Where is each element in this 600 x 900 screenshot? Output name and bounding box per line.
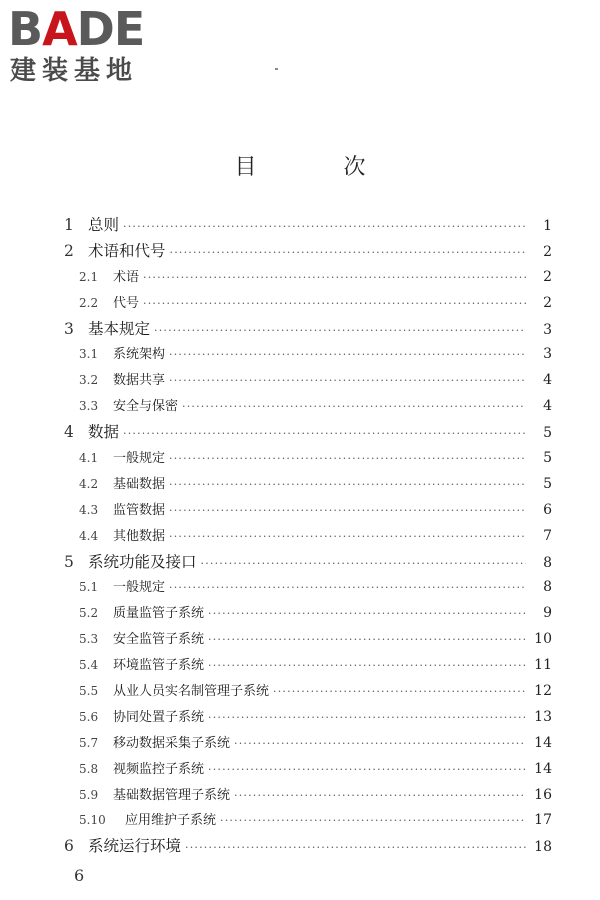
toc-entry-number: 1 (64, 216, 74, 234)
toc-dot-leader (143, 291, 526, 317)
toc-dot-leader (169, 498, 526, 524)
toc-entry-page: 3 (543, 321, 552, 338)
toc-dot-leader (208, 627, 526, 653)
toc-entry-number: 2 (64, 241, 74, 260)
toc-entry-number: 5.7 (79, 735, 99, 750)
toc-entry-label: 从业人员实名制管理子系统 (113, 684, 270, 700)
toc-entry[interactable] (60, 342, 552, 368)
toc-entry-label: 系统功能及接口 (88, 552, 197, 571)
toc-entry-number: 3 (64, 319, 74, 338)
toc-entry-label: 其他数据 (113, 528, 166, 544)
toc-dot-leader (169, 472, 526, 498)
toc-entry[interactable] (60, 757, 552, 783)
bade-logo (8, 2, 178, 88)
toc-entry-label: 数据 (88, 423, 120, 442)
toc-entry-page: 10 (534, 631, 552, 648)
toc-entry-label: 一般规定 (113, 451, 166, 467)
toc-entry-page: 5 (543, 425, 552, 442)
toc-entry-number: 5.10 (79, 813, 106, 828)
toc-dot-leader (220, 808, 526, 834)
toc-dot-leader (208, 601, 526, 627)
toc-entry-number: 5.1 (79, 580, 99, 595)
toc-entry-label: 视频监控子系统 (113, 761, 205, 777)
toc-entry-number: 5.4 (79, 658, 99, 673)
toc-entry-label: 安全与保密 (113, 399, 179, 415)
toc-entry[interactable] (60, 472, 552, 498)
toc-entry[interactable] (60, 291, 552, 317)
logo-accent-letter: A (42, 2, 77, 56)
toc-entry[interactable] (60, 601, 552, 627)
toc-dot-leader (234, 783, 526, 809)
toc-entry-label: 一般规定 (113, 580, 166, 596)
toc-entry-label: 环境监管子系统 (113, 658, 205, 674)
toc-entry-page: 8 (543, 579, 552, 596)
toc-dot-leader (208, 653, 526, 679)
toc-dot-leader (234, 731, 526, 757)
toc-entry-label: 基础数据 (113, 476, 166, 492)
toc-entry-number: 3.2 (79, 373, 99, 388)
toc-entry-label: 代号 (113, 295, 140, 311)
toc-dot-leader (170, 240, 526, 265)
toc-entry-label: 应用维护子系统 (125, 813, 217, 829)
toc-entry-page: 2 (543, 294, 552, 311)
toc-entry-page: 3 (543, 346, 552, 363)
toc-entry-page: 4 (543, 372, 552, 389)
toc-dot-leader (169, 524, 526, 550)
toc-title: 目 次 (234, 155, 406, 180)
toc-entry[interactable] (60, 731, 552, 757)
toc-entry-page: 14 (534, 760, 552, 777)
toc-entry[interactable] (60, 627, 552, 653)
toc-entry[interactable] (60, 653, 552, 679)
toc-entry-page: 17 (534, 812, 552, 829)
toc-entry[interactable] (60, 524, 552, 550)
toc-dot-leader (123, 214, 526, 239)
toc-entry-number: 3.3 (79, 399, 99, 414)
toc-entry-page: 7 (543, 527, 552, 544)
toc-entry-label: 系统架构 (113, 347, 166, 363)
toc-dot-leader (169, 342, 526, 368)
toc-entry-page: 13 (534, 708, 552, 725)
toc-dot-leader (154, 318, 526, 343)
toc-entry[interactable] (60, 550, 552, 576)
logo-wordmark: BADE (8, 2, 145, 56)
toc-dot-leader (208, 705, 526, 731)
toc-entry-page: 16 (534, 786, 552, 803)
toc-entry-page: 14 (534, 734, 552, 751)
toc-dot-leader (169, 368, 526, 394)
toc-entry-number: 5.6 (79, 709, 99, 724)
toc-entry-label: 系统运行环境 (88, 837, 182, 856)
table-of-contents (60, 213, 552, 860)
toc-entry-label: 基础数据管理子系统 (113, 787, 231, 803)
toc-entry[interactable] (60, 679, 552, 705)
toc-entry[interactable] (60, 213, 552, 239)
toc-entry-number: 5.8 (79, 761, 99, 776)
toc-entry-number: 5.9 (79, 787, 99, 802)
toc-dot-leader (169, 575, 526, 601)
toc-entry-page: 5 (543, 475, 552, 492)
toc-dot-leader (182, 394, 526, 420)
toc-entry[interactable] (60, 705, 552, 731)
toc-dot-leader (208, 757, 526, 783)
toc-entry-label: 基本规定 (88, 319, 151, 338)
toc-entry-number: 5.2 (79, 606, 99, 621)
toc-entry-page: 2 (543, 243, 552, 260)
toc-entry[interactable] (60, 498, 552, 524)
toc-dot-leader (169, 446, 526, 472)
toc-entry-page: 1 (543, 218, 552, 234)
toc-entry[interactable] (60, 446, 552, 472)
toc-entry[interactable] (60, 575, 552, 601)
toc-entry-number: 2.2 (79, 295, 99, 310)
toc-dot-leader (143, 265, 526, 291)
toc-entry-page: 12 (534, 683, 552, 700)
toc-entry-page: 11 (534, 657, 552, 674)
toc-entry[interactable] (60, 239, 552, 265)
toc-dot-leader (185, 835, 526, 860)
toc-entry-label: 移动数据采集子系统 (113, 735, 231, 751)
toc-entry-label: 监管数据 (113, 502, 166, 518)
toc-entry[interactable] (60, 317, 552, 343)
toc-entry-label: 术语 (113, 269, 140, 285)
toc-entry-number: 6 (64, 837, 74, 856)
toc-entry[interactable] (60, 394, 552, 420)
toc-entry-page: 2 (543, 268, 552, 285)
toc-entry[interactable] (60, 265, 552, 291)
toc-entry-label: 术语和代号 (88, 241, 166, 260)
toc-entry-page: 18 (534, 839, 552, 856)
toc-entry[interactable] (60, 368, 552, 394)
toc-entry-number: 4 (64, 423, 74, 442)
toc-entry-label: 质量监管子系统 (113, 606, 205, 622)
toc-entry[interactable] (60, 783, 552, 809)
toc-entry-number: 4.3 (79, 502, 99, 517)
toc-entry-page: 4 (543, 398, 552, 415)
toc-entry-page: 9 (543, 605, 552, 622)
toc-entry-number: 2.1 (79, 269, 99, 284)
toc-entry-page: 5 (543, 450, 552, 467)
toc-entry-number: 4.2 (79, 476, 99, 491)
toc-entry-label: 协同处置子系统 (113, 709, 205, 725)
toc-entry-number: 4.1 (79, 451, 99, 466)
toc-entry-number: 5 (64, 552, 74, 571)
toc-entry-page: 6 (543, 501, 552, 518)
toc-entry-label: 安全监管子系统 (113, 632, 205, 648)
logo-subtitle: 建装基地 (10, 56, 139, 86)
toc-entry-number: 3.1 (79, 347, 99, 362)
toc-entry-number: 5.5 (79, 684, 99, 699)
page-number: 6 (74, 866, 85, 885)
toc-entry-number: 4.4 (79, 528, 99, 543)
toc-entry-number: 5.3 (79, 632, 99, 647)
toc-entry-page: 8 (543, 554, 552, 571)
toc-entry[interactable] (60, 834, 552, 860)
scan-speck (275, 68, 278, 70)
toc-dot-leader (273, 679, 526, 705)
toc-entry-label: 总则 (88, 216, 120, 234)
toc-entry[interactable] (60, 420, 552, 446)
toc-dot-leader (201, 551, 526, 576)
toc-dot-leader (123, 421, 526, 446)
toc-entry[interactable] (60, 808, 552, 834)
toc-entry-label: 数据共享 (113, 373, 166, 389)
